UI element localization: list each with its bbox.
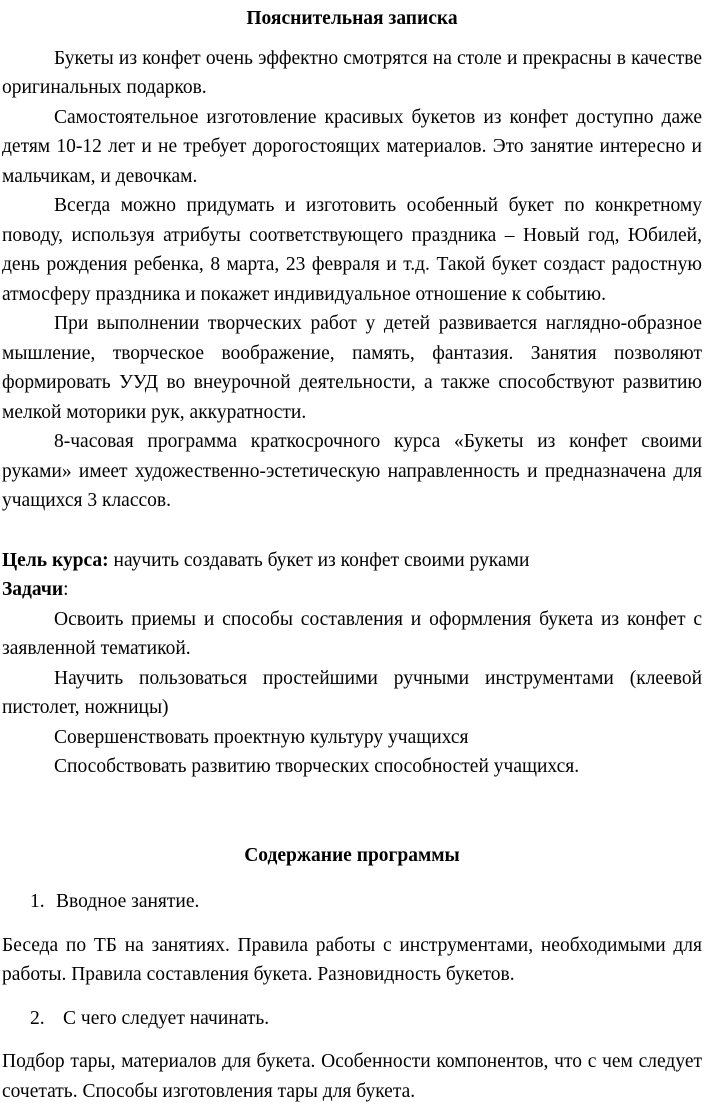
page-title: Пояснительная записка bbox=[246, 8, 458, 29]
intro-paragraph: При выполнении творческих работ у детей развивается наглядно-образное мышление, творческое воображение, память, фантазия. Занятия позволяют формировать УУД во внеурочной деятельности, а также способствуют развитию мелкой моторики рук, аккуратности. bbox=[2, 313, 702, 423]
spacer bbox=[2, 516, 702, 546]
spacer bbox=[2, 870, 702, 887]
section-heading bbox=[2, 887, 702, 917]
task-item: Освоить приемы и способы составления и оформления букета из конфет с заявленной тематикой. bbox=[2, 608, 702, 659]
section-heading-text: С чего следует начинать. bbox=[63, 1007, 270, 1029]
task-item: Способствовать развитию творческих способностей учащихся. bbox=[54, 756, 580, 777]
spacer bbox=[2, 1033, 702, 1047]
section-body: Подбор тары, материалов для букета. Особенности компонентов, что с чем следует сочетать. Способы изготовления тары для букета. bbox=[2, 1051, 702, 1102]
section-number: 2. bbox=[30, 1007, 45, 1029]
spacer bbox=[2, 990, 702, 1004]
spacer bbox=[2, 917, 702, 931]
tasks-colon: : bbox=[63, 579, 69, 600]
intro-paragraph: Всегда можно придумать и изготовить особенный букет по конкретному поводу, используя атрибуты соответствующего праздника – Новый год, Юбилей, день рождения ребенка, 8 марта, 23 февраля и т.д. Такой букет создаст радостную атмосферу праздника и покажет индивидуальное отношение к событию. bbox=[2, 195, 702, 305]
section-heading-text: Вводное занятие. bbox=[56, 891, 200, 912]
section-number: 1. bbox=[30, 891, 45, 912]
content-title: Содержание программы bbox=[244, 844, 460, 866]
spacer bbox=[2, 34, 702, 44]
goal-label: Цель курса: bbox=[2, 549, 109, 571]
tasks-label: Задачи bbox=[2, 579, 64, 600]
intro-paragraph: 8-часовая программа краткосрочного курса «Букеты из конфет своими руками» имеет художественно-эстетическую направленность и предназначена для учащихся 3 классов. bbox=[2, 431, 702, 511]
goal-text: научить создавать букет из конфет своими руками bbox=[108, 549, 530, 571]
task-item: Совершенствовать проектную культуру учащихся bbox=[54, 726, 469, 748]
intro-paragraph: Самостоятельное изготовление красивых букетов из конфет доступно даже детям 10-12 лет и не требует дорогостоящих материалов. Это занятие интересно и мальчикам, и девочкам. bbox=[2, 106, 702, 187]
section-heading bbox=[2, 1004, 702, 1034]
intro-paragraph: Букеты из конфет очень эффектно смотрятся на столе и прекрасны в качестве оригинальных подарков. bbox=[2, 47, 702, 98]
course-goal bbox=[2, 546, 702, 576]
spacer bbox=[2, 782, 702, 841]
tasks-heading bbox=[2, 575, 702, 605]
section-body: Беседа по ТБ на занятиях. Правила работы с инструментами, необходимыми для работы. Правила составления букета. Разновидность букетов. bbox=[2, 934, 702, 985]
task-item: Научить пользоваться простейшими ручными инструментами (клеевой пистолет, ножницы) bbox=[2, 667, 702, 718]
